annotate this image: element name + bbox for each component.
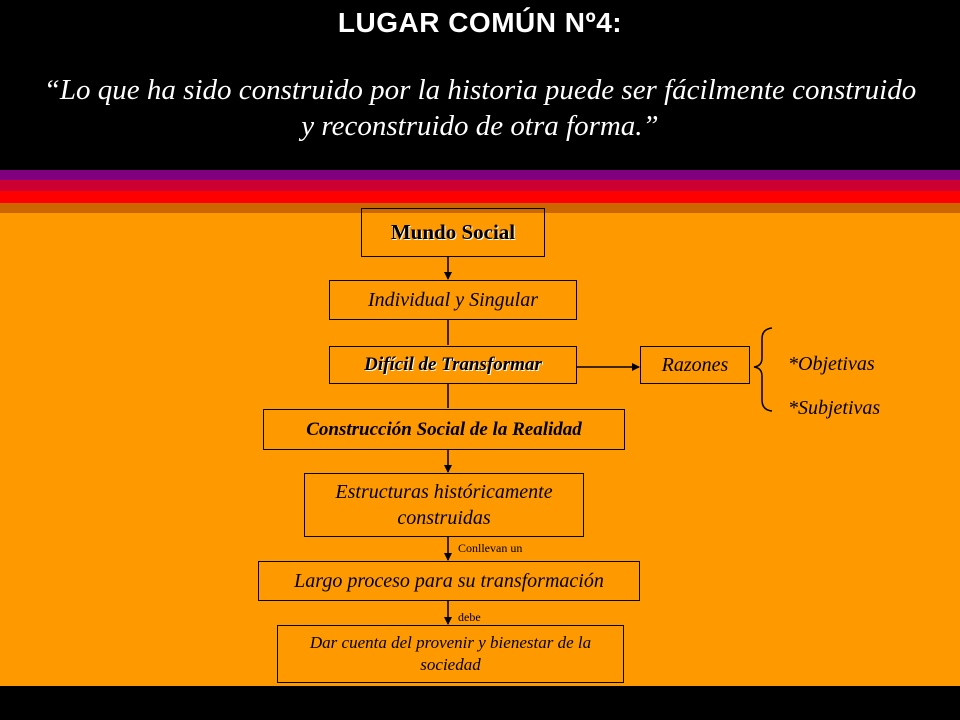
node-mundo-social bbox=[361, 208, 545, 257]
slide-quote: “Lo que ha sido construido por la historia puede ser fácilmente construido y reconstruido de otra forma.” bbox=[43, 74, 917, 142]
node-individual-label: Individual y Singular bbox=[368, 288, 538, 311]
node-dificil bbox=[329, 346, 577, 384]
node-individual bbox=[329, 280, 577, 320]
razones-brace bbox=[754, 328, 772, 411]
node-construccion-label: Construcción Social de la Realidad bbox=[306, 418, 582, 440]
edge-label-debe: debe bbox=[458, 610, 481, 624]
node-construccion bbox=[263, 409, 625, 450]
node-mundo-social-label: Mundo Social bbox=[390, 220, 516, 244]
razon-subjetivas: *Subjetivas bbox=[788, 397, 881, 419]
node-razones bbox=[640, 346, 750, 384]
bottom-bar bbox=[0, 686, 960, 720]
razon-objetivas: *Objetivas bbox=[788, 353, 875, 375]
node-dar-cuenta bbox=[277, 625, 624, 683]
node-dificil-label: Difícil de Transformar bbox=[364, 354, 542, 375]
node-largo-proceso bbox=[258, 561, 640, 601]
node-dar-cuenta-label: Dar cuenta del provenir y bienestar de la sociedad bbox=[309, 633, 592, 674]
node-largo-proceso-label: Largo proceso para su transformación bbox=[294, 569, 604, 592]
node-estructuras-label: Estructuras históricamente construidas bbox=[335, 481, 553, 529]
node-estructuras bbox=[304, 473, 584, 537]
edge-label-conllevan: Conllevan un bbox=[458, 541, 523, 555]
slide-title: LUGAR COMÚN Nº4: bbox=[337, 7, 623, 38]
node-razones-label: Razones bbox=[661, 353, 729, 376]
